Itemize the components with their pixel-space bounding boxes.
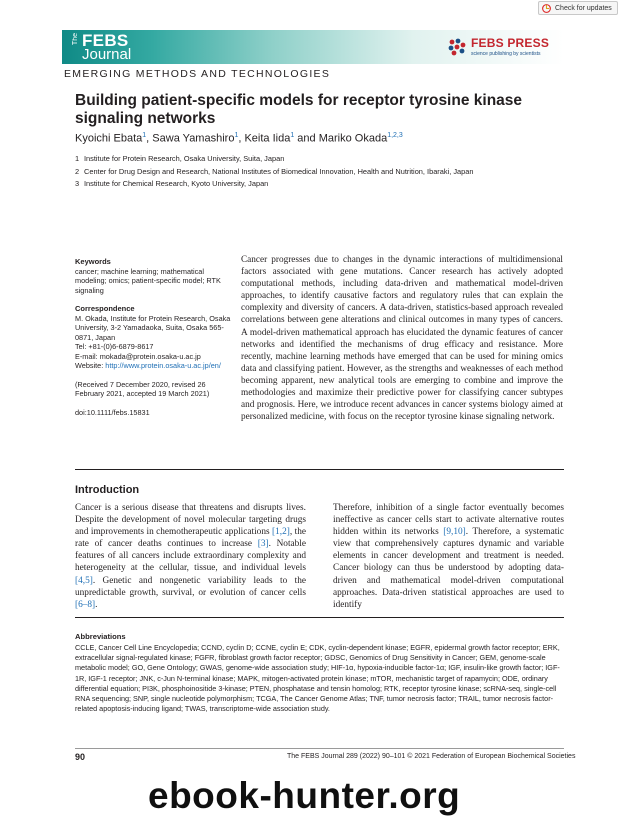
author-separator: , — [146, 132, 153, 145]
page-number: 90 — [75, 752, 86, 762]
citation-link[interactable]: [4,5] — [75, 575, 93, 586]
body-text: Therefore, inhibition of a single factor eventually becomes ineffective as cancer cells start to activate alternative routes hidden within its networks — [333, 503, 564, 538]
journal-citation: The FEBS Journal 289 (2022) 90–101 © 2021 Federation of European Biochemical Societies — [287, 753, 576, 760]
correspondence-tel: Tel: +81-(0)6-6879-8617 — [75, 342, 154, 351]
body-text: , the rate of cancer deaths continues to increase — [75, 527, 306, 550]
journal-logo-the: The — [72, 33, 79, 46]
abstract: Cancer progresses due to changes in the dynamic interactions of multidimensional factors associated with gene mutations. Cancer research has actively adopted computational methods, including data-driven and mathematical model-driven approaches, to identify causative factors and regulatory rules that can explain the complexity and diversity of cancers. A data-driven, statistics-based approach revealed correlations between gene alterations and clinical outcomes in many types of cancers. A model-driven mathematical approach has elucidated the dynamic features of cancer networks and identified the mechanisms of drug efficacy and resistance. More recently, machine learning methods have emerged that can be used for mining omics data and classifying patient. However, as the strengths and weaknesses of each method becoming apparent, new analytical tools are emerging to combine and improve the methodologies and maximize their predictive power for classifying cancer subtypes and prognosis. Here, we introduce recent advances in cancer systems biology aimed at personalized medicine, with focus on the receptor tyrosine kinase signaling network. — [241, 255, 563, 423]
section-label: EMERGING METHODS AND TECHNOLOGIES — [64, 68, 331, 80]
affiliation-text: Institute for Protein Research, Osaka University, Suita, Japan — [84, 154, 285, 163]
keywords-text: cancer; machine learning; mathematical modeling; omics; patient-specific model; RTK signaling — [75, 266, 221, 295]
introduction-left-column — [75, 502, 306, 611]
refresh-icon — [542, 4, 551, 13]
author-affiliation-ref[interactable]: 1 — [234, 132, 239, 139]
author-name: Kyoichi Ebata — [75, 132, 143, 145]
correspondence-email[interactable]: E-mail: mokada@protein.osaka-u.ac.jp — [75, 351, 201, 361]
affiliation-item — [75, 178, 473, 191]
body-text: . — [95, 599, 98, 610]
check-for-updates-button[interactable] — [538, 1, 618, 15]
watermark: ebook-hunter.org — [148, 775, 461, 816]
correspondence-website — [75, 361, 235, 371]
doi[interactable]: doi:10.1111/febs.15831 — [75, 407, 150, 417]
introduction-right-column — [333, 502, 564, 611]
affiliation-number: 2 — [75, 166, 80, 176]
author-name: Sawa Yamashiro — [152, 132, 235, 145]
febs-press-tagline: science publishing by scientists — [471, 51, 541, 57]
correspondence-heading: Correspondence — [75, 304, 135, 313]
journal-logo-febs: FEBS — [82, 31, 129, 50]
affiliation-text: Institute for Chemical Research, Kyoto University, Japan — [84, 179, 269, 188]
febs-press-name: FEBS PRESS — [471, 36, 550, 50]
abbreviations-text: CCLE, Cancer Cell Line Encyclopedia; CCND, cyclin D; CCNE, cyclin E; CDK, cyclin-dependent kinase; EGFR, epidermal growth factor receptor; ERK, extracellular signal-regulated kinase; FGFR, fibroblast growth factor receptor; GDSC, Genomics of Drug Sensitivity in Cancer; GEM, genome-scale metabolic model; GO, Gene Ontology; GWAS, genome-wide association study; HIF-1α, hypoxia-inducible factor-1α; IGF, insulin-like growth factor; IGF-1R, IGF-1 receptor; JNK, c-Jun N-terminal kinase; MAPK, mitogen-activated protein kinase; mTOR, mechanistic target of rapamycin; ODE, ordinary differential equation; PI3K, phosphoinositide 3-kinase; PTEN, phosphatase and tensin homolog; RTK, receptor tyrosine kinase; scRNA-seq, single-cell RNA sequencing; SNP, single nucleotide polymorphism; TCGA, The Cancer Genome Atlas; TNF, tumor necrosis factor; TRAIL, tumor necrosis factor-related apoptosis-inducing ligand; TWAS, transcriptome-wide association study. — [75, 643, 560, 714]
affiliation-number: 1 — [75, 154, 80, 163]
divider — [75, 469, 564, 470]
febs-press-logo — [446, 34, 564, 62]
article-title: Building patient-specific models for receptor tyrosine kinase signaling networks — [75, 92, 523, 127]
divider — [75, 617, 564, 618]
received-dates: (Received 7 December 2020, revised 26 February 2021, accepted 19 March 2021) — [75, 379, 210, 398]
author-name: Keita Iida — [244, 132, 291, 145]
website-link[interactable]: http://www.protein.osaka-u.ac.jp/en/ — [105, 361, 221, 370]
footer-divider — [75, 748, 564, 749]
citation-link[interactable]: [3] — [257, 539, 269, 550]
author-separator: and — [294, 132, 319, 145]
keywords-block — [75, 257, 235, 295]
introduction-heading: Introduction — [75, 484, 140, 496]
author-affiliation-ref[interactable]: 1 — [290, 132, 295, 139]
affiliation-list — [75, 153, 473, 191]
febs-journal-logo — [64, 30, 164, 64]
febs-press-dots-icon — [446, 36, 468, 58]
affiliation-text: Center for Drug Design and Research, National Institutes of Biomedical Innovation, Health and Nutrition, Ibaraki, Japan — [84, 166, 474, 176]
correspondence-address: M. Okada, Institute for Protein Research, Osaka University, 3-2 Yamadaoka, Suita, Osaka 565-0871, Japan — [75, 313, 231, 342]
author-affiliation-ref[interactable]: 1,2,3 — [387, 132, 403, 139]
citation-link[interactable]: [9,10] — [443, 527, 466, 538]
correspondence-block — [75, 304, 235, 371]
affiliation-number: 3 — [75, 179, 80, 188]
abbreviations-heading: Abbreviations — [75, 632, 126, 641]
affiliation-item — [75, 153, 473, 166]
website-label: Website: — [75, 361, 104, 370]
author-separator: , — [238, 132, 245, 145]
citation-link[interactable]: [6–8] — [75, 599, 96, 610]
author-affiliation-ref[interactable]: 1 — [142, 132, 147, 139]
journal-logo-journal: Journal — [82, 46, 132, 63]
article-info-sidebar — [75, 257, 235, 417]
body-text: . Therefore, a systematic view that comprehensively captures dynamic and variable elements in cancer development and treatment is needed. Cancer biology can thus be understood by adopting data-driven and mathematical model-driven computational approaches. Data-driven statistical approaches are used to identify — [333, 527, 564, 610]
body-text: Cancer is a serious disease that threatens and disrupts lives. Despite the development of novel molecular targeting drugs and improvements in chemotherapeutic applications — [75, 503, 306, 538]
body-text: . Notable features of all cancers include extraordinary complexity and heterogeneity at the cellular, tissue, and individual levels — [75, 539, 307, 574]
author-name: Mariko Okada — [318, 132, 388, 145]
keywords-heading: Keywords — [75, 257, 111, 266]
check-updates-label: Check for updates — [555, 5, 612, 12]
author-list — [75, 132, 403, 145]
affiliation-item — [75, 166, 473, 179]
body-text: . Genetic and nongenetic variability leads to the unpredictable growth, survival, or evolution of cancer cells — [75, 575, 306, 598]
citation-link[interactable]: [1,2] — [272, 527, 290, 538]
